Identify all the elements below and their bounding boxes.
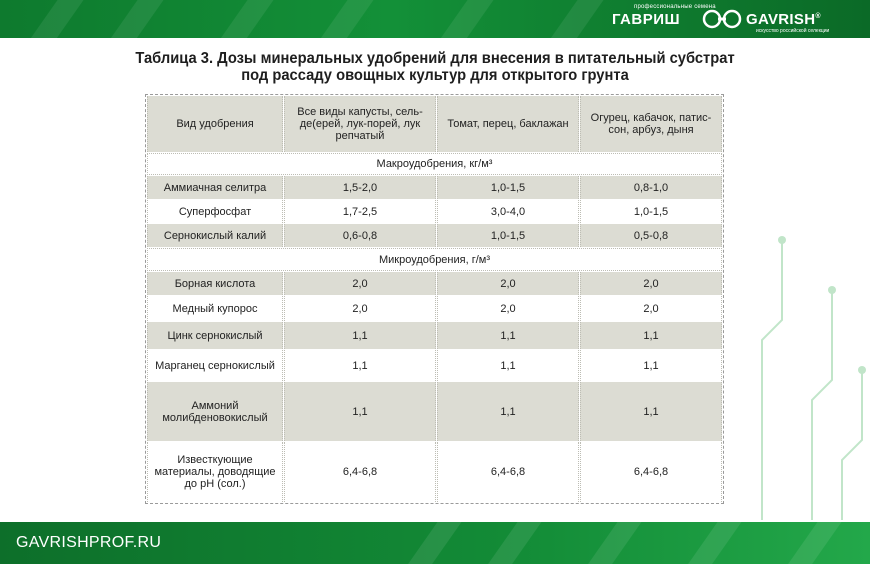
cell-value: 1,1 xyxy=(580,382,722,441)
cell-value: 1,7-2,5 xyxy=(284,200,436,223)
fertilizer-dose-table xyxy=(146,95,723,503)
logo-subline: искусство российской селекции xyxy=(756,28,830,34)
cell-value: 1,0-1,5 xyxy=(580,200,722,223)
header-row xyxy=(147,96,722,152)
page-title xyxy=(35,50,835,84)
row-label: Цинк сернокислый xyxy=(147,322,283,349)
table-row xyxy=(147,296,722,321)
table-row xyxy=(147,350,722,381)
section-row-micro xyxy=(147,248,722,271)
section-row-macro xyxy=(147,153,722,175)
cell-value: 6,4-6,8 xyxy=(284,442,436,502)
col-header-cabbage: Все виды капусты, сель-де(ерей, лук-порей, лук репчатый xyxy=(284,96,436,152)
row-label: Аммиачная селитра xyxy=(147,176,283,199)
table-row xyxy=(147,322,722,349)
cell-value: 1,1 xyxy=(284,382,436,441)
cell-value: 1,1 xyxy=(284,350,436,381)
cell-value: 1,5-2,0 xyxy=(284,176,436,199)
row-label: Марганец сернокислый xyxy=(147,350,283,381)
cell-value: 1,0-1,5 xyxy=(437,224,579,247)
logo-brand-en: GAVRISH® xyxy=(746,11,821,28)
col-header-fertilizer: Вид удобрения xyxy=(147,96,283,152)
cell-value: 1,1 xyxy=(580,350,722,381)
decorative-lines xyxy=(722,40,870,520)
logo-tagline: профессиональные семена xyxy=(634,4,716,10)
cell-value: 2,0 xyxy=(284,296,436,321)
table-row xyxy=(147,272,722,295)
table-row xyxy=(147,200,722,223)
title-line-1: Таблица 3. Дозы минеральных удобрений для внесения в питательный субстрат xyxy=(135,50,735,67)
col-header-cucumber: Огурец, кабачок, патис-сон, арбуз, дыня xyxy=(580,96,722,152)
row-label: Медный купорос xyxy=(147,296,283,321)
top-banner xyxy=(0,0,870,38)
title-line-2: под рассаду овощных культур для открытого грунта xyxy=(241,67,629,84)
cell-value: 1,1 xyxy=(580,322,722,349)
row-label: Сернокислый калий xyxy=(147,224,283,247)
cell-value: 2,0 xyxy=(580,272,722,295)
col-header-tomato: Томат, перец, баклажан xyxy=(437,96,579,152)
row-label: Суперфосфат xyxy=(147,200,283,223)
row-label: Известкующие материалы, доводящие до pH (сол.) xyxy=(147,442,283,502)
table-row xyxy=(147,442,722,502)
cell-value: 0,6-0,8 xyxy=(284,224,436,247)
table-row xyxy=(147,176,722,199)
cell-value: 6,4-6,8 xyxy=(437,442,579,502)
cell-value: 2,0 xyxy=(437,296,579,321)
cell-value: 1,1 xyxy=(437,350,579,381)
logo-mark-icon xyxy=(700,9,744,29)
bottom-banner xyxy=(0,522,870,564)
table-row xyxy=(147,224,722,247)
cell-value: 1,1 xyxy=(284,322,436,349)
cell-value: 1,0-1,5 xyxy=(437,176,579,199)
row-label: Аммоний молибденовокислый xyxy=(147,382,283,441)
cell-value: 0,8-1,0 xyxy=(580,176,722,199)
row-label: Борная кислота xyxy=(147,272,283,295)
cell-value: 6,4-6,8 xyxy=(580,442,722,502)
section-label-micro: Микроудобрения, г/м³ xyxy=(147,248,722,271)
cell-value: 1,1 xyxy=(437,322,579,349)
table-row xyxy=(147,382,722,441)
cell-value: 2,0 xyxy=(284,272,436,295)
section-label-macro: Макроудобрения, кг/м³ xyxy=(147,153,722,175)
cell-value: 0,5-0,8 xyxy=(580,224,722,247)
cell-value: 3,0-4,0 xyxy=(437,200,579,223)
site-link[interactable]: GAVRISHPROF.RU xyxy=(16,534,162,551)
cell-value: 2,0 xyxy=(437,272,579,295)
logo-brand-ru: ГАВРИШ xyxy=(612,11,681,28)
cell-value: 2,0 xyxy=(580,296,722,321)
gavrish-logo[interactable] xyxy=(612,4,852,34)
cell-value: 1,1 xyxy=(437,382,579,441)
